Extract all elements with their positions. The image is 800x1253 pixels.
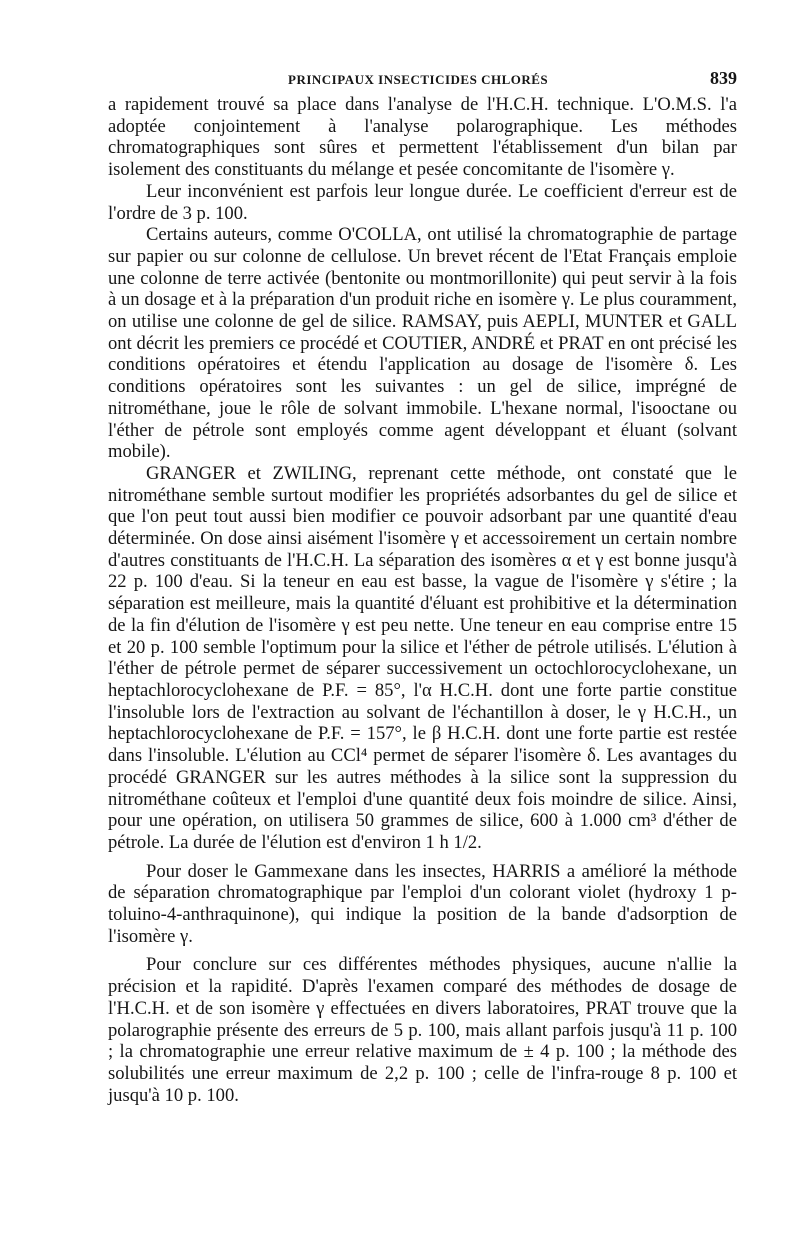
paragraph-partition-chromatography: Certains auteurs, comme O'COLLA, ont utilisé la chromatographie de partage sur papier ou sur colonne de cellulose. Un brevet récent de l'Etat Français emploie une colonne de terre activée (bentonite ou montmorillonite) qui peut servir à la fois à un dosage et à la préparation d'un produit riche en isomère γ. Le plus couramment, on utilise une colonne de gel de silice. RAMSAY, puis AEPLI, MUNTER et GALL ont décrit les premiers ce procédé et COUTIER, ANDRÉ et PRAT en ont précisé les conditions opératoires et étendu l'application au dosage de l'isomère δ. Les conditions opératoires sont les suivantes : un gel de silice, imprégné de nitrométhane, joue le rôle de solvant immobile. L'hexane normal, l'isooctane ou l'éther de pétrole sont employés comme agent développant et éluant (solvant mobile). xyxy=(108,224,737,463)
paragraph-gammexane: Pour doser le Gammexane dans les insectes, HARRIS a amélioré la méthode de séparation chromatographique par l'emploi d'un colorant violet (hydroxy 1 p-toluino-4-anthraquinone), qui indique la position de la bande d'adsorption de l'isomère γ. xyxy=(108,860,737,947)
paragraph-conclusion: Pour conclure sur ces différentes méthodes physiques, aucune n'allie la précision et la rapidité. D'après l'examen comparé des méthodes de dosage de l'H.C.H. et de son isomère γ effectuées en divers laboratoires, PRAT trouve que la polarographie présente des erreurs de 5 p. 100, mais allant parfois jusqu'à 11 p. 100 ; la chromatographie une erreur relative maximum de ± 4 p. 100 ; la méthode des solubilités une erreur maximum de 2,2 p. 100 ; celle de l'infra-rouge 8 p. 100 et jusqu'à 10 p. 100. xyxy=(108,954,737,1106)
book-page xyxy=(108,64,737,1106)
paragraph-granger-method: GRANGER et ZWILING, reprenant cette méthode, ont constaté que le nitrométhane semble surtout modifier les propriétés adsorbantes du gel de silice et que l'on peut tout aussi bien modifier ce pouvoir adsorbant par une quantité d'eau déterminée. On dose ainsi aisément l'isomère γ et accessoirement un certain nombre d'autres constituants de l'H.C.H. La séparation des isomères α et γ est bonne jusqu'à 22 p. 100 d'eau. Si la teneur en eau est basse, la vague de l'isomère γ s'étire ; la séparation est meilleure, mais la quantité d'éluant est prohibitive et la détermination de la fin d'élution de l'isomère γ est peu nette. Une teneur en eau comprise entre 15 et 20 p. 100 semble l'optimum pour la silice et l'éther de pétrole utilisés. L'élution à l'éther de pétrole permet de séparer successivement un octochlorocyclohexane, un heptachlorocyclohexane de P.F. = 85°, l'α H.C.H. dont une forte partie constitue l'insoluble lors de l'extraction au solvant de l'échantillon à doser, le γ H.C.H., un heptachlorocyclohexane de P.F. = 157°, le β H.C.H. dont une forte partie est restée dans l'insoluble. L'élution au CCl⁴ permet de séparer l'isomère δ. Les avantages du procédé GRANGER sur les autres méthodes à la silice sont la suppression du nitrométhane coûteux et l'emploi d'une quantité deux fois moindre de silice. Ainsi, pour une opération, on utilisera 50 grammes de silice, 600 à 1.000 cm³ d'éther de pétrole. La durée de l'élution est d'environ 1 h 1/2. xyxy=(108,462,737,853)
page-number: 839 xyxy=(710,68,737,88)
paragraph-duration: Leur inconvénient est parfois leur longue durée. Le coefficient d'erreur est de l'ordre de 3 p. 100. xyxy=(108,180,737,224)
running-title: PRINCIPAUX INSECTICIDES CHLORÉS xyxy=(288,72,549,87)
page-header xyxy=(108,64,737,94)
body-text xyxy=(108,94,737,1106)
paragraph-hch-analysis: a rapidement trouvé sa place dans l'analyse de l'H.C.H. technique. L'O.M.S. l'a adoptée conjointement à l'analyse polarographique. Les méthodes chromatographiques sont sûres et permettent l'établissement d'un bilan par isolement des constituants du mélange et pesée concomitante de l'isomère γ. xyxy=(108,94,737,181)
